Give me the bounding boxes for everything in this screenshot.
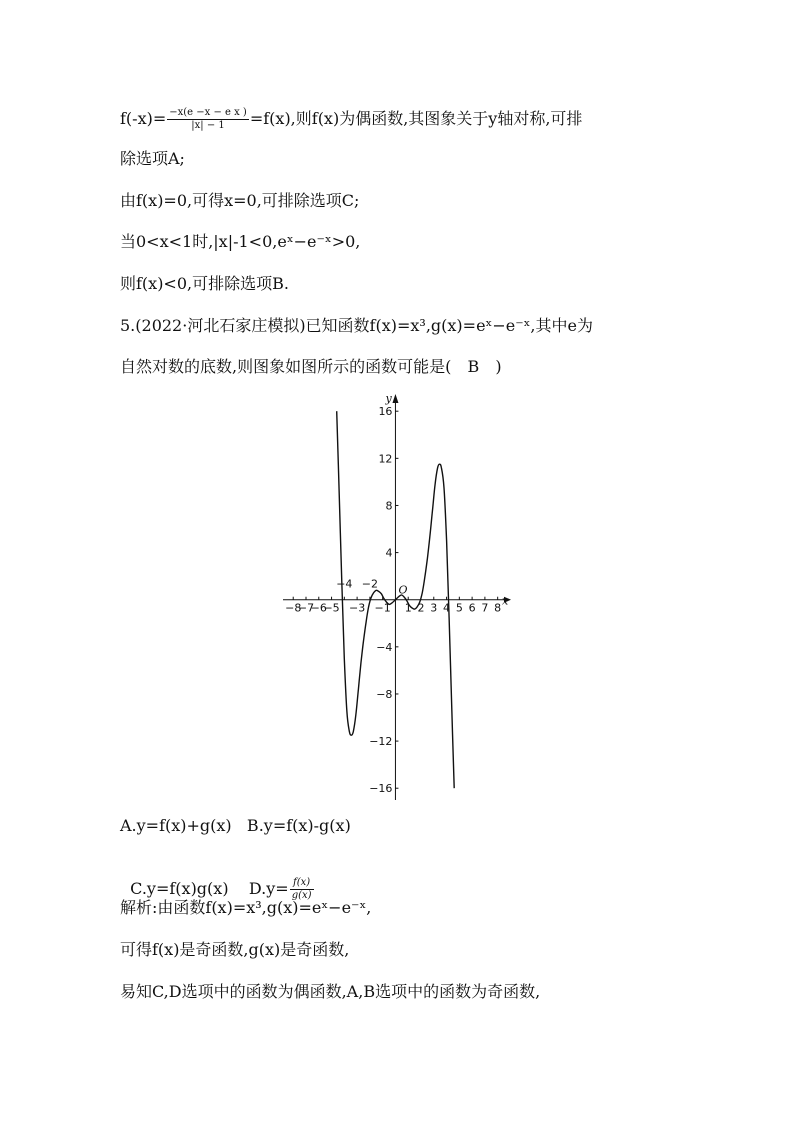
option-d-den: g(x) <box>291 890 312 901</box>
solution-line-1: 解析:由函数f(x)=x³,g(x)=eˣ−e⁻ˣ, <box>120 898 372 917</box>
x-tick-label-above: −2 <box>361 577 378 591</box>
line-1-lhs: f(-x)= <box>120 109 167 128</box>
question-5-stem-1: 5.(2022·河北石家庄模拟)已知函数f(x)=x³,g(x)=eˣ−e⁻ˣ,其中e为 <box>120 316 593 335</box>
option-d-num: f(x) <box>290 877 314 890</box>
x-tick-label: 6 <box>468 601 476 615</box>
x-tick-label: 7 <box>481 601 489 615</box>
question-5-stem-2a: 自然对数的底数,则图象如图所示的函数可能是( <box>120 357 452 376</box>
line-2: 除选项A; <box>120 149 185 168</box>
origin-label: O <box>398 583 408 597</box>
x-tick-label-above: −4 <box>336 577 353 591</box>
y-axis-name: y <box>385 392 392 405</box>
line-3: 由f(x)=0,可得x=0,可排除选项C; <box>120 191 360 210</box>
line-1-fraction-den: |x| − 1 <box>191 120 225 131</box>
line-1-fraction-num: −x(e −x − e x ) <box>169 107 247 118</box>
function-graph <box>283 390 513 800</box>
x-tick-label: −8 <box>285 601 302 615</box>
question-5-stem-2b: ) <box>495 357 502 376</box>
y-tick-label: −16 <box>369 782 393 796</box>
solution-line-3: 易知C,D选项中的函数为偶函数,A,B选项中的函数为奇函数, <box>120 982 541 1001</box>
y-tick-label: −4 <box>376 640 393 654</box>
option-c-and-d-prefix: C.y=f(x)g(x) D.y= <box>130 879 289 898</box>
y-tick-label: 12 <box>378 452 393 466</box>
line-1-fraction <box>167 107 249 132</box>
x-tick-label: −3 <box>349 601 366 615</box>
y-tick-label: −12 <box>369 735 393 749</box>
x-tick-label: 2 <box>417 601 425 615</box>
y-tick-label: −8 <box>376 687 393 701</box>
options-ab: A.y=f(x)+g(x) B.y=f(x)-g(x) <box>120 816 351 835</box>
line-1 <box>120 107 582 132</box>
question-5-answer: B <box>467 357 480 376</box>
line-5: 则f(x)<0,可排除选项B. <box>120 274 289 293</box>
y-tick-label: 8 <box>385 499 393 513</box>
x-tick-label: 1 <box>404 601 412 615</box>
x-tick-label: −5 <box>323 601 340 615</box>
x-tick-label: 5 <box>455 601 463 615</box>
x-tick-label: −1 <box>374 601 391 615</box>
question-5-stem-2 <box>120 356 502 378</box>
y-tick-label: 4 <box>385 546 393 560</box>
solution-line-2: 可得f(x)是奇函数,g(x)是奇函数, <box>120 940 350 959</box>
options-cd <box>120 855 315 902</box>
x-axis-name: x <box>502 594 509 608</box>
x-tick-label: 3 <box>430 601 438 615</box>
x-tick-label: −7 <box>297 601 315 615</box>
y-axis-arrow <box>392 394 398 403</box>
line-1-rhs: =f(x),则f(x)为偶函数,其图象关于y轴对称,可排 <box>249 109 583 128</box>
x-tick-label: −6 <box>310 601 327 615</box>
x-tick-label: 4 <box>443 601 451 615</box>
x-tick-label: 8 <box>494 601 502 615</box>
y-tick-label: 16 <box>378 405 393 419</box>
line-4: 当0<x<1时,|x|-1<0,eˣ−e⁻ˣ>0, <box>120 232 361 251</box>
